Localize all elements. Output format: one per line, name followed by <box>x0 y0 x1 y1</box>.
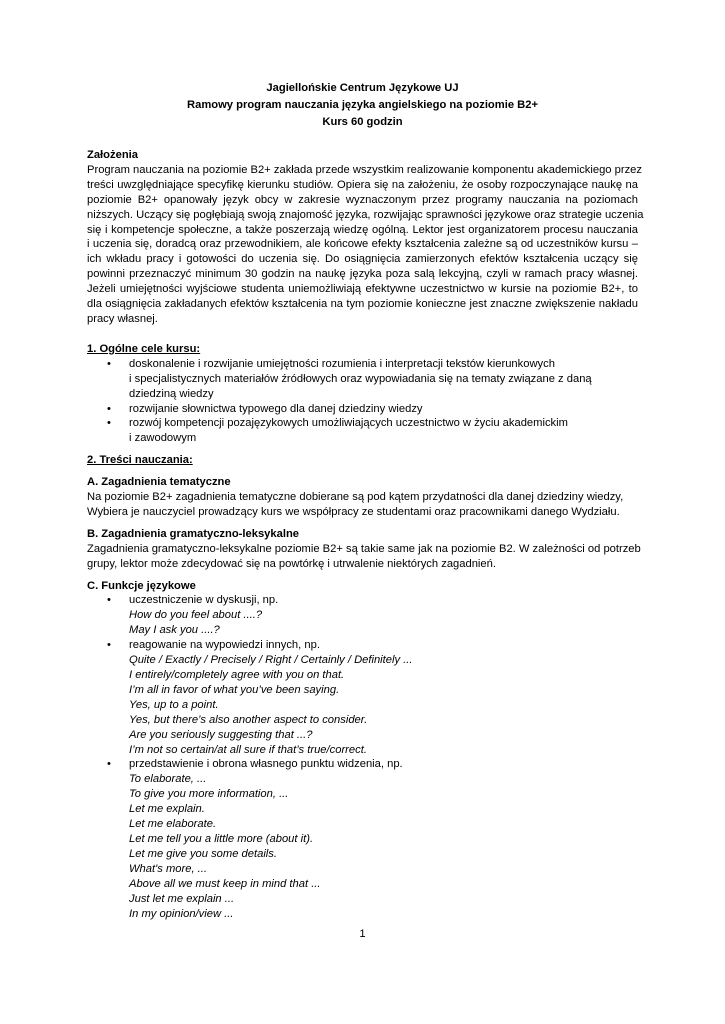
bullet-icon: • <box>107 417 111 430</box>
paragraph-line: dla osiągnięcia zakładanych efektów kształcenia na tym poziomie konieczne jest znaczne zwiększenie nakładu <box>87 298 638 311</box>
paragraph-line: powinni przeznaczyć minimum 30 godzin na naukę języka poza salą lekcyjną, czyli w ramach pracy własnej. <box>87 268 638 281</box>
zalozenia-paragraph <box>87 163 644 327</box>
example-phrase: Let me tell you a little more (about it). <box>129 832 314 845</box>
bullet-icon: • <box>107 357 111 370</box>
institution-name: Jagiellońskie Centrum Językowe UJ <box>266 82 459 94</box>
example-phrase: Yes, but there’s also another aspect to consider. <box>129 713 368 726</box>
example-phrase: Quite / Exactly / Precisely / Right / Certainly / Definitely ... <box>129 654 413 667</box>
list-item: • rozwój kompetencji pozajęzykowych umożliwiających uczestnictwo w życiu akademickim i zawodowym <box>107 417 568 445</box>
course-hours: Kurs 60 godzin <box>322 116 403 128</box>
example-phrase: Let me give you some details. <box>129 847 277 860</box>
list-item: • przedstawienie i obrona własnego punktu widzenia, np. To elaborate, ... To give you more information, ... Let me explain. Let me elaborate. Let me tell you a little more (about it). Let me give you some details. What's more, ... Above all we must keep in mind that ... Just let me explain ... In my opinion/view ... <box>87 757 638 921</box>
paragraph-line: Zagadnienia gramatyczno-leksykalne poziomie B2+ są takie same jak na poziomie B2. W zależności od potrzeb <box>87 542 641 555</box>
example-phrase: Are you seriously suggesting that ...? <box>129 728 313 741</box>
example-phrase: Just let me explain ... <box>129 892 235 905</box>
example-phrase: To elaborate, ... <box>129 773 207 786</box>
paragraph-line: Program nauczania na poziomie B2+ zakłada przede wszystkim realizowanie komponentu akademickiego przez <box>87 163 642 176</box>
document-header <box>0 80 725 131</box>
example-phrase: I’m all in favor of what you’ve been saying. <box>129 683 340 696</box>
subsection-title-a: A. Zagadnienia tematyczne <box>87 476 231 489</box>
example-phrase: What's more, ... <box>129 862 207 875</box>
paragraph-line: Jeżeli umiejętności wyjściowe studenta uniemożliwiają efektywne uczestnictwo w kursie na poziomie B2+, to <box>87 283 638 296</box>
example-phrase: In my opinion/view ... <box>129 907 234 920</box>
bullet-icon: • <box>107 402 111 415</box>
example-phrase: How do you feel about ....? <box>129 609 263 622</box>
bullet-icon: • <box>107 594 111 607</box>
list-item: • uczestniczenie w dyskusji, np. How do you feel about ....? May I ask you ....? <box>87 593 638 638</box>
list-item: • rozwijanie słownictwa typowego dla danej dziedziny wiedzy <box>107 402 423 415</box>
paragraph-line: grupy, lektor może zdecydować się na powtórkę i utrwalenie niektórych zagadnień. <box>87 557 496 570</box>
goals-list <box>87 357 638 446</box>
section-title-goals: 1. Ogólne cele kursu: <box>87 342 201 355</box>
example-phrase: Above all we must keep in mind that ... <box>129 877 321 890</box>
section-title-zalozenia: Założenia <box>87 149 138 161</box>
paragraph-line: Na poziomie B2+ zagadnienia tematyczne dobierane są pod kątem przydatności dla danej dziedziny wiedzy, <box>87 491 624 504</box>
paragraph-line: Wybiera je nauczyciel prowadzący kurs we współpracy ze studentami oraz pracownikami danego Wydziału. <box>87 505 620 518</box>
example-phrase: I entirely/completely agree with you on that. <box>129 669 345 681</box>
bullet-icon: • <box>107 758 111 771</box>
list-item: • reagowanie na wypowiedzi innych, np. Quite / Exactly / Precisely / Right / Certainly / Definitely ... I entirely/completely agree with you on that. I’m all in favor of what you’ve been saying. Yes, up to a point. Yes, but there’s also another aspect to consider. Are you seriously suggesting that ...? I’m not so certain/at all sure if that’s true/correct. <box>87 638 638 757</box>
example-phrase: To give you more information, ... <box>129 788 289 801</box>
example-phrase: Let me explain. <box>129 803 205 816</box>
subsection-title-b: B. Zagadnienia gramatyczno-leksykalne <box>87 527 300 540</box>
paragraph-line: niższych. Uczący się pogłębiają swoją znajomość języka, rozwijając sprawności językowe oraz strategie uczenia <box>87 208 644 221</box>
subsection-title-c: C. Funkcje językowe <box>87 579 196 592</box>
paragraph-line: ich wkładu pracy i gotowości do uczenia się. Do osiągnięcia zamierzonych efektów kształcenia uczący się <box>87 253 638 266</box>
paragraph-line: się i kompetencje społeczne, a także poszerzają wiedzę ogólną. Lektor jest organizatorem procesu nauczania <box>87 223 638 236</box>
section-title-content: 2. Treści nauczania: <box>87 454 193 467</box>
page-number: 1 <box>359 928 366 940</box>
example-phrase: Let me elaborate. <box>129 818 217 831</box>
bullet-icon: • <box>107 639 111 652</box>
program-title: Ramowy program nauczania języka angielskiego na poziomie B2+ <box>187 99 538 111</box>
functions-list <box>87 593 638 921</box>
document-body <box>87 148 644 921</box>
example-phrase: I’m not so certain/at all sure if that’s true/correct. <box>129 743 367 756</box>
paragraph-line: treści uwzględniające specyfikę kierunku studiów. Opiera się na założeniu, że osoby rozpoczynające naukę na <box>87 178 638 191</box>
list-item: • doskonalenie i rozwijanie umiejętności rozumienia i interpretacji tekstów kierunkowych i specjalistycznych materiałów źródłowych oraz wypowiadania się na tematy związane z daną dziedziną wiedzy <box>107 357 592 400</box>
example-phrase: May I ask you ....? <box>129 624 220 637</box>
paragraph-line: pracy własnej. <box>87 312 158 325</box>
paragraph-line: poziomie B2+ opanowały język obcy w zakresie wyznaczonym przez programy nauczania na poziomach <box>87 193 638 206</box>
paragraph-line: i uczenia się, doradcą oraz przewodnikiem, ale końcowe efekty kształcenia zależne są od uczestników kursu – <box>87 238 638 251</box>
example-phrase: Yes, up to a point. <box>129 698 219 711</box>
